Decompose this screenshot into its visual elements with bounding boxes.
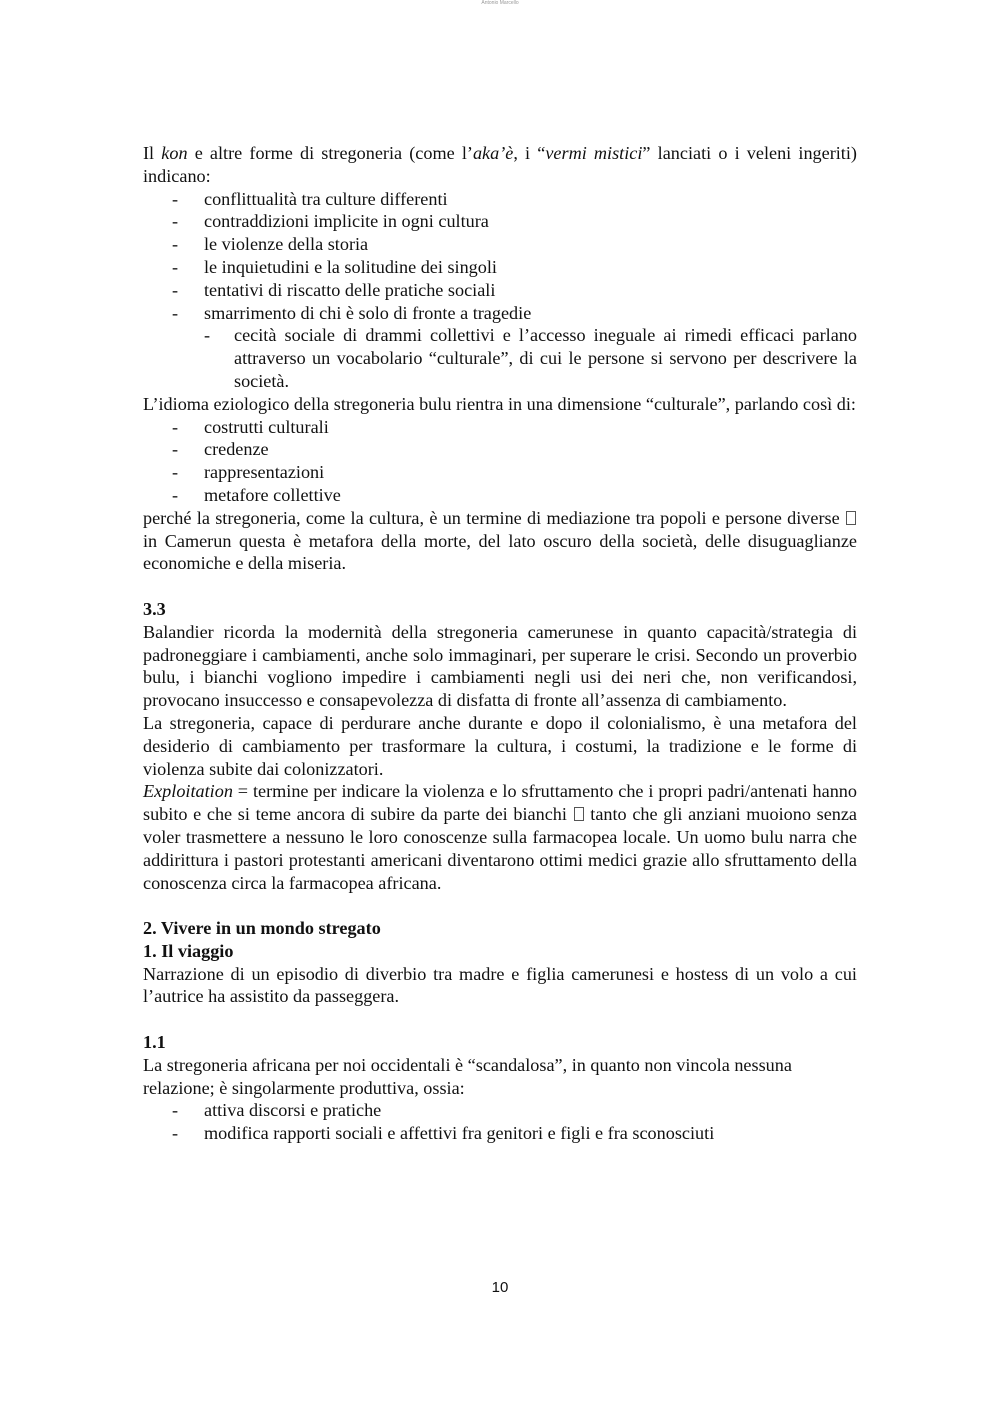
arrow-icon: [846, 511, 856, 525]
idioma-paragraph: L’idioma eziologico della stregoneria bulu rientra in una dimensione “culturale”, parlando così di:: [143, 393, 856, 414]
intro-paragraph: [143, 142, 857, 188]
viaggio-paragraph: Narrazione di un episodio di diverbio tra madre e figlia camerunesi e hostess di un volo a cui l’autrice ha assistito da passeggera.: [143, 963, 857, 1007]
list-item: - tentativi di riscatto delle pratiche sociali: [172, 279, 857, 302]
section-heading-3-3: 3.3: [143, 598, 166, 619]
chapter-heading: 2. Vivere in un mondo stregato: [143, 918, 381, 939]
list-item: - le inquietudini e la solitudine dei singoli: [172, 256, 857, 279]
exploitation-text-1: = termine per indicare la violenza e lo sfruttamento che i propri padri/antenati hanno subito e che si teme ancora di subire da parte dei bianchi: [143, 781, 857, 825]
list-item: - attiva discorsi e pratiche: [172, 1099, 857, 1122]
list-parlando: [143, 416, 857, 507]
header-watermark: Antonio Marcello: [481, 0, 519, 6]
intro-text-3: , i “: [513, 143, 546, 163]
list-item: - le violenze della storia: [172, 233, 857, 256]
intro-text-1: Il: [143, 143, 162, 163]
term-kon: kon: [161, 143, 188, 163]
exploitation-text-2: tanto che gli anziani muoiono senza voler trasmettere a nessuno le loro conoscenze sulla farmacopea locale. Un uomo bulu narra che addirittura i pastori protestanti americani diventarono ottimi medici grazie allo sfruttamento della conoscenza circa la farmacopea africana.: [143, 804, 858, 893]
scandalosa-paragraph: La stregoneria africana per noi occidentali è “scandalosa”, in quanto non vincola nessuna relazione; è singolarmente produttiva, ossia:: [143, 1054, 792, 1098]
term-exploitation: Exploitation: [143, 781, 233, 802]
section-heading-viaggio: 1. Il viaggio: [143, 940, 234, 961]
perche-text-1: perché la stregoneria, come la cultura, è un termine di mediazione tra popoli e persone diverse: [143, 507, 840, 528]
exploitation-paragraph: [143, 780, 857, 894]
term-akae: aka’è: [472, 143, 514, 163]
term-vermi-mistici: vermi mistici: [545, 143, 643, 163]
intro-text-4: ” lanciati o i veleni ingeriti) indicano:: [143, 143, 857, 186]
sub-list-item: - cecità sociale di drammi collettivi e l’accesso ineguale ai rimedi efficaci parlano attraverso un vocabolario “culturale”, di cui le persone si servono per descrivere la società.: [204, 324, 857, 392]
intro-text-2: e altre forme di stregoneria (come l’: [187, 143, 473, 163]
perche-paragraph: [143, 507, 857, 575]
list-item: - credenze: [172, 438, 857, 461]
list-item: - modifica rapporti sociali e affettivi fra genitori e figli e fra sconosciuti: [172, 1122, 857, 1145]
list-item: - contraddizioni implicite in ogni cultura: [172, 210, 857, 233]
perche-text-2: in Camerun questa è metafora della morte, del lato oscuro della società, delle disuguaglianze economiche e della miseria.: [143, 530, 857, 574]
balandier-paragraph: Balandier ricorda la modernità della stregoneria camerunese in quanto capacità/strategia di padroneggiare i cambiamenti, anche solo immaginari, per superare le crisi. Secondo un proverbio bulu, i bianchi vogliono impedire i cambiamenti negli usi dei neri che, non verificandosi, provocano insuccesso e consapevolezza di disfatta di fronte all’assenza di cambiamento.: [143, 621, 857, 711]
list-item: - metafore collettive: [172, 484, 857, 507]
list-item: - rappresentazioni: [172, 461, 857, 484]
arrow-icon: [574, 807, 584, 821]
sub-list: [204, 324, 857, 392]
list-produttiva: [143, 1099, 857, 1145]
section-heading-1-1: 1.1: [143, 1032, 166, 1053]
list-item-text: smarrimento di chi è solo di fronte a tragedie: [204, 302, 532, 323]
list-item: - costrutti culturali: [172, 416, 857, 439]
page-number: 10: [491, 1279, 509, 1296]
list-indicano: [143, 188, 857, 393]
colonialismo-paragraph: La stregoneria, capace di perdurare anche durante e dopo il colonialismo, è una metafora del desiderio di cambiamento per trasformare la cultura, i costumi, la tradizione e le forme di violenza subite dai colonizzatori.: [143, 712, 857, 779]
list-item: - conflittualità tra culture differenti: [172, 188, 857, 211]
list-item: [172, 302, 857, 393]
document-body: [143, 142, 857, 1145]
